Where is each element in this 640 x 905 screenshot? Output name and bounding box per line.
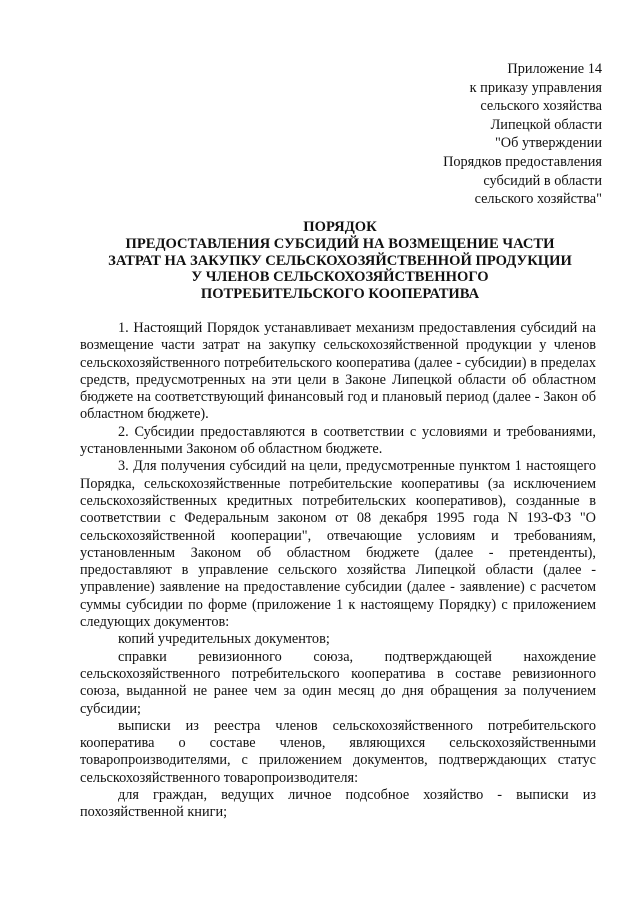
- appendix-line: к приказу управления: [469, 79, 602, 96]
- appendix-line: сельского хозяйства": [474, 191, 602, 208]
- appendix-line: Липецкой области: [490, 116, 602, 133]
- title-line: ПРЕДОСТАВЛЕНИЯ СУБСИДИЙ НА ВОЗМЕЩЕНИЕ ЧАСТИ: [125, 235, 555, 252]
- appendix-line: Порядков предоставления: [443, 153, 602, 170]
- title-line: ПОРЯДОК: [303, 219, 377, 235]
- appendix-line: сельского хозяйства: [480, 98, 602, 115]
- document-title: [80, 219, 600, 303]
- document-body: [80, 320, 596, 822]
- appendix-line: Приложение 14: [507, 61, 602, 77]
- paragraph: 2. Субсидии предоставляются в соответствии с условиями и требованиями, установленными Законом об областном бюджете.: [80, 423, 596, 458]
- appendix-line: субсидий в области: [483, 172, 602, 189]
- paragraph: 3. Для получения субсидий на цели, предусмотренные пунктом 1 настоящего Порядка, сельскохозяйственные потребительские кооперативы (за исключением сельскохозяйственных кредитных потребительских кооперативов), созданные в соответствии с Федеральным законом от 08 декабря 1995 года N 193-ФЗ "О сельскохозяйственной кооперации", отвечающие условиям и требованиям, установленным Законом об областном бюджете (далее - претенденты), предоставляют в управление сельского хозяйства Липецкой области (далее - управление) заявление на предоставление субсидии (далее - заявление) с расчетом суммы субсидии по форме (приложение 1 к настоящему Порядку) с приложением следующих документов:: [80, 458, 596, 631]
- appendix-line: "Об утверждении: [494, 135, 602, 152]
- paragraph: 1. Настоящий Порядок устанавливает механизм предоставления субсидий на возмещение части затрат на закупку сельскохозяйственной продукции у членов сельскохозяйственного потребительского кооператива (далее - субсидии) в пределах средств, предусмотренных на эти цели в Законе Липецкой области об областном бюджете на соответствующий финансовый год и плановый период (далее - Закон об областном бюджете).: [80, 320, 596, 423]
- paragraph: копий учредительных документов;: [118, 631, 330, 648]
- paragraph: для граждан, ведущих личное подсобное хозяйство - выписки из похозяйственной книги;: [80, 787, 596, 821]
- paragraph: выписки из реестра членов сельскохозяйственного потребительского кооператива о составе членов, являющихся сельскохозяйственными товаропроизводителями, с приложением документов, подтверждающих статус сельскохозяйственного товаропроизводителя:: [80, 717, 596, 786]
- title-line: У ЧЛЕНОВ СЕЛЬСКОХОЗЯЙСТВЕННОГО: [191, 269, 489, 286]
- title-line: ПОТРЕБИТЕЛЬСКОГО КООПЕРАТИВА: [200, 286, 480, 303]
- paragraph: справки ревизионного союза, подтверждающей нахождение сельскохозяйственного потребительского кооператива в составе ревизионного союза, выданной не ранее чем за один месяц до дня обращения за получением субсидии;: [80, 648, 596, 717]
- title-line: ЗАТРАТ НА ЗАКУПКУ СЕЛЬСКОХОЗЯЙСТВЕННОЙ ПРОДУКЦИИ: [108, 252, 572, 269]
- appendix-block: [342, 60, 602, 209]
